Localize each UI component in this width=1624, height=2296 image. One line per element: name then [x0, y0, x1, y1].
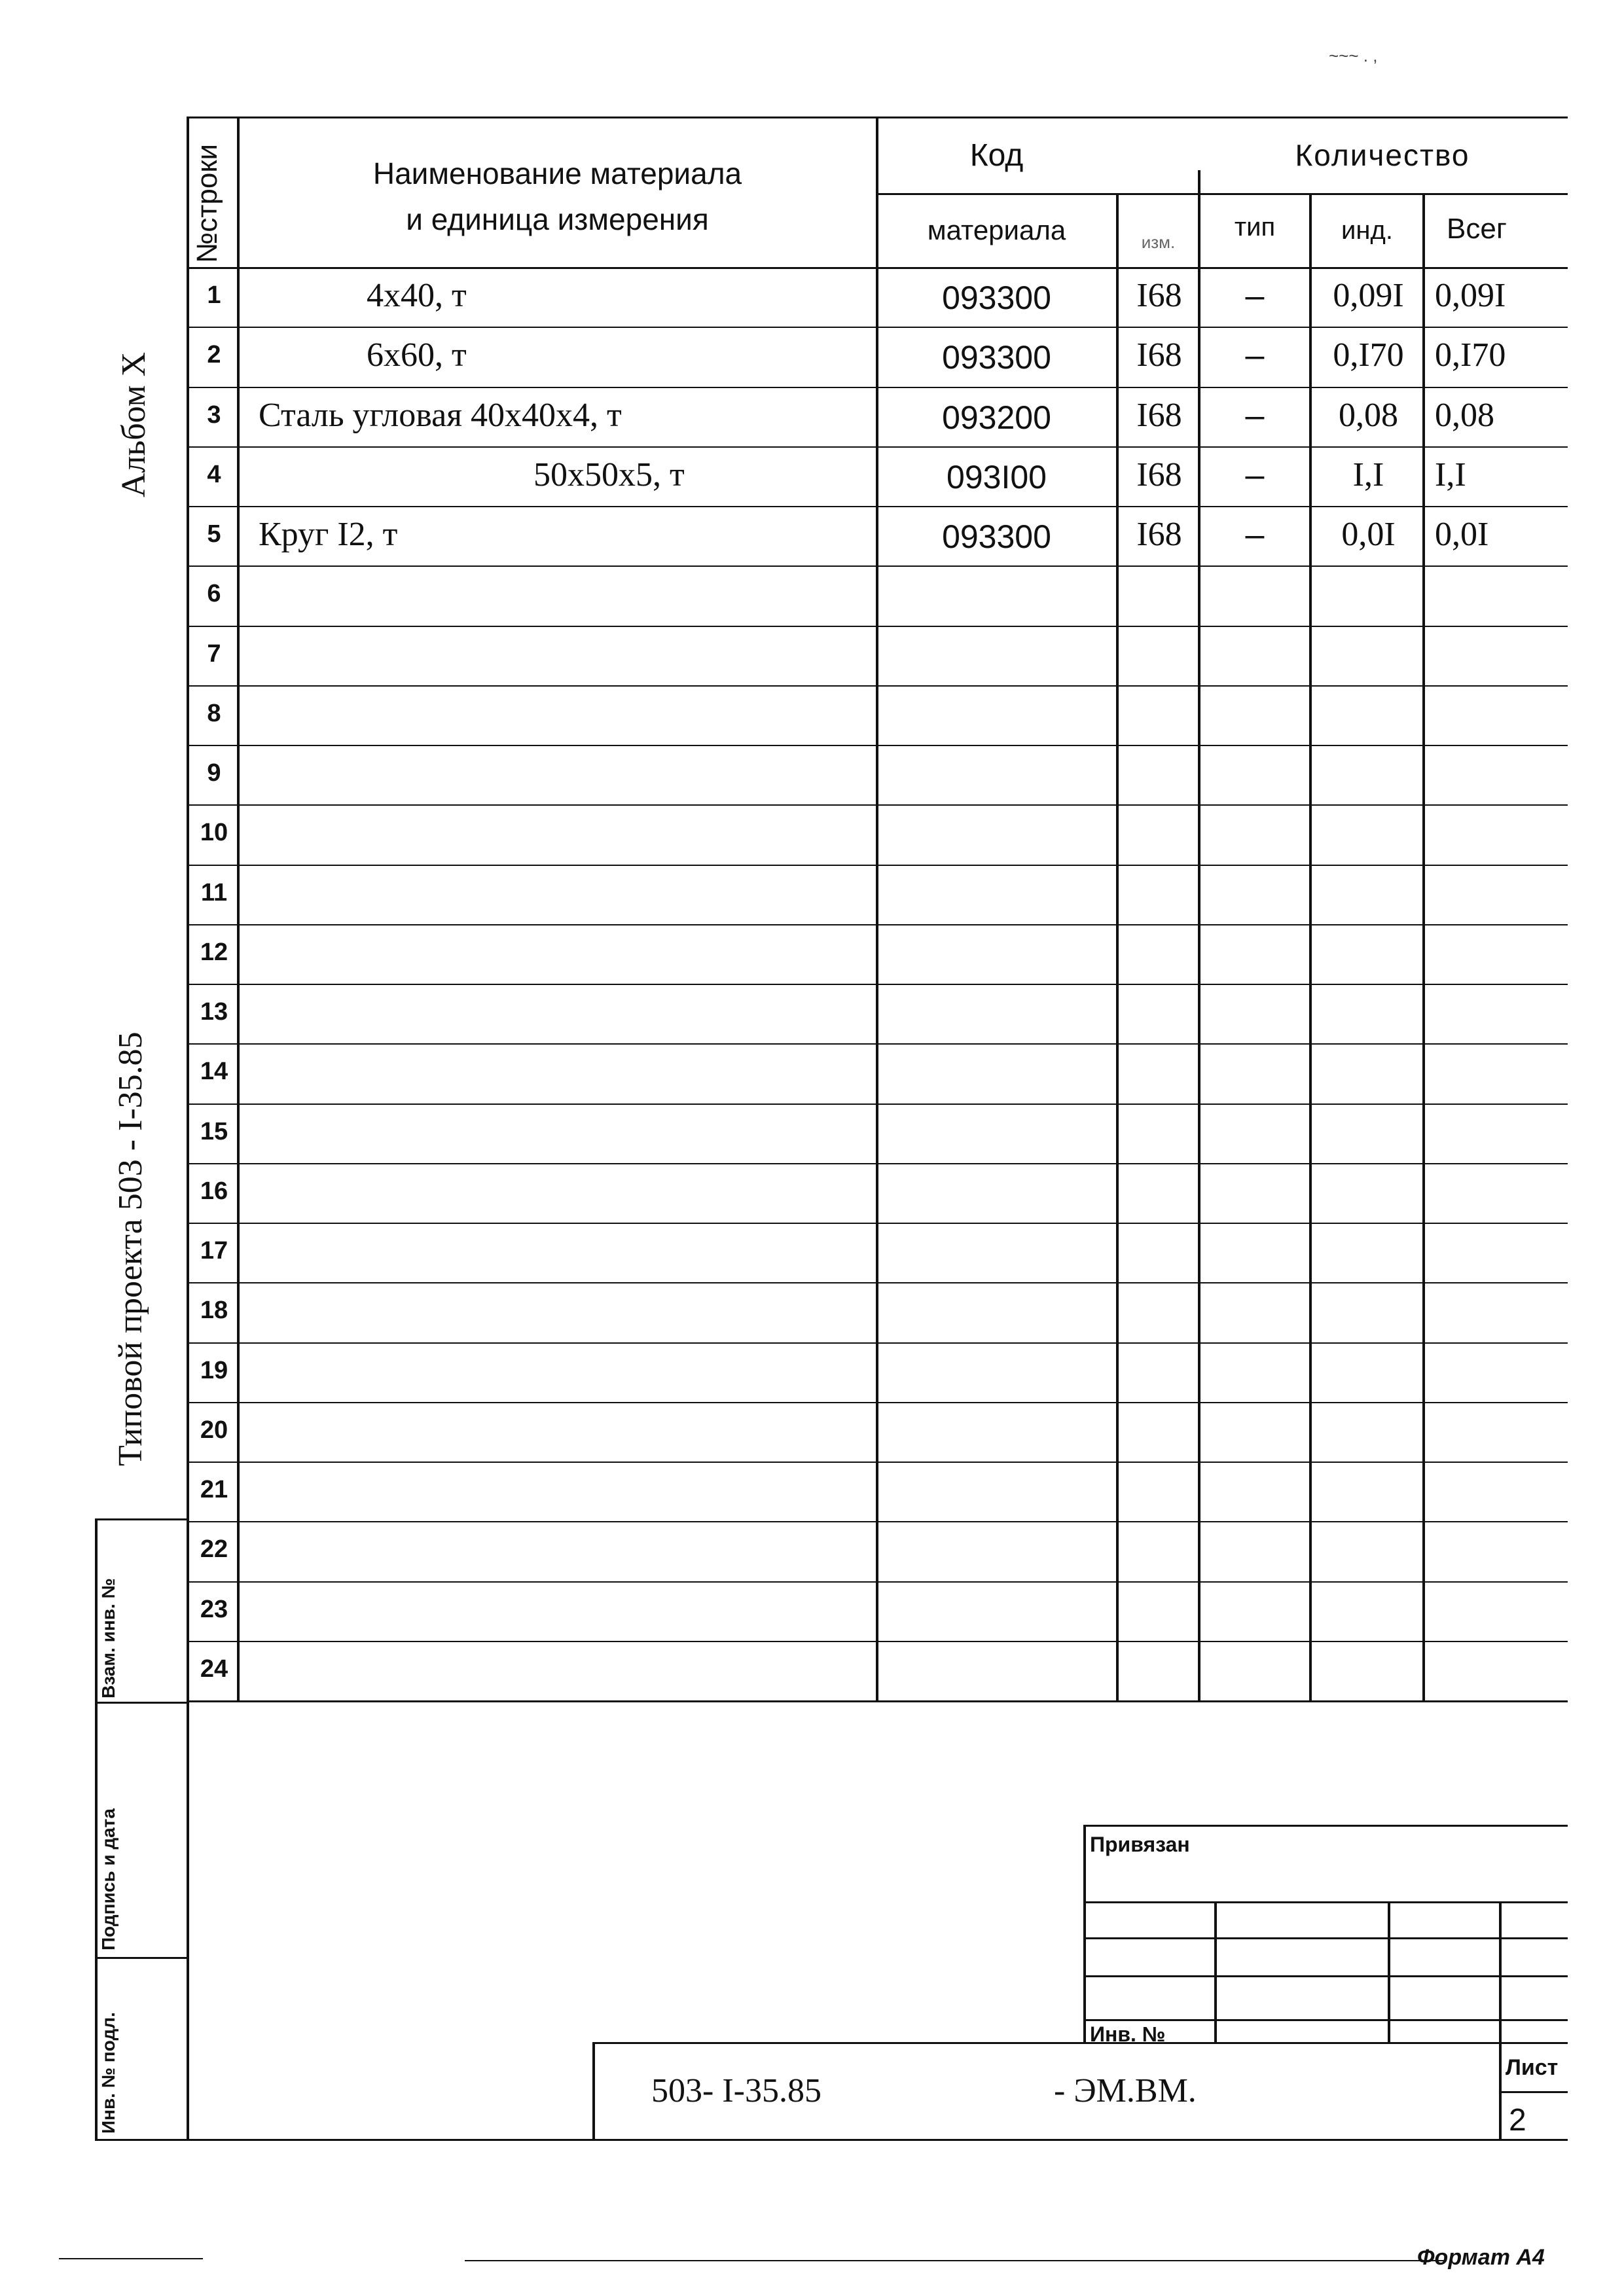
material-name: Сталь угловая 40х40х4, т [259, 397, 622, 434]
material-code: 093300 [942, 279, 1051, 316]
qty-ind-header: инд. [1341, 216, 1393, 245]
row-number: 10 [200, 819, 228, 846]
format-label: Формат А4 [1417, 2245, 1545, 2270]
row-divider [187, 626, 1568, 627]
unit-code: I68 [1136, 277, 1182, 314]
doc-suffix: - ЭМ.ВМ. [1054, 2072, 1197, 2109]
inv-no-label: Инв. № [1090, 2022, 1166, 2046]
row-number-header: №строки [191, 143, 223, 263]
row-number: 16 [200, 1177, 228, 1205]
unit-code: I68 [1136, 397, 1182, 434]
row-divider [187, 446, 1568, 448]
row-divider [187, 1342, 1568, 1344]
row-number: 18 [200, 1297, 228, 1324]
row-number: 2 [207, 341, 221, 368]
qty-ind: 0,I70 [1333, 336, 1404, 374]
unit-code: I68 [1136, 516, 1182, 553]
row-divider [187, 565, 1568, 567]
doc-code: 503- I-35.85 [651, 2072, 821, 2109]
row-divider [187, 1103, 1568, 1105]
row-number: 4 [207, 461, 221, 488]
row-divider [187, 1043, 1568, 1045]
unit-code: I68 [1136, 336, 1182, 374]
project-label: Типовой проекта 503 - I-35.85 [112, 1031, 149, 1466]
row-number: 1 [207, 281, 221, 309]
row-number: 13 [200, 998, 228, 1026]
material-code: 093I00 [947, 459, 1047, 495]
row-number: 9 [207, 759, 221, 787]
row-number: 7 [207, 640, 221, 668]
row-number: 21 [200, 1476, 228, 1503]
row-divider [187, 387, 1568, 388]
row-divider [187, 745, 1568, 746]
material-name: 4х40, т [367, 277, 467, 314]
qty-total: 0,08 [1435, 397, 1494, 434]
row-number: 14 [200, 1058, 228, 1085]
code-header: Код [969, 138, 1024, 173]
material-code: 093200 [942, 399, 1051, 436]
row-number: 5 [207, 520, 221, 548]
row-divider [187, 327, 1568, 328]
row-divider [187, 685, 1568, 687]
top-mark: ~~~ . , [1329, 46, 1378, 65]
row-divider [187, 1282, 1568, 1283]
album-label: Альбом Х [115, 351, 153, 497]
row-divider [187, 1402, 1568, 1403]
row-divider [187, 1581, 1568, 1583]
row-divider [187, 924, 1568, 925]
qty-type: – [1245, 277, 1265, 315]
qty-type: – [1245, 397, 1265, 435]
row-number: 11 [200, 879, 228, 906]
row-divider [187, 1521, 1568, 1522]
qty-total: 0,0I [1435, 516, 1489, 553]
qty-ind: 0,08 [1339, 397, 1398, 434]
row-divider [187, 1163, 1568, 1164]
privyazan-label: Привязан [1090, 1833, 1190, 1856]
name-header-line2: и единица измерения [406, 202, 709, 236]
qty-ind: 0,0I [1341, 516, 1396, 553]
qty-total: I,I [1435, 456, 1466, 493]
row-divider [187, 984, 1568, 985]
qty-type-header: тип [1234, 213, 1276, 242]
vzam-inv-label: Взам. инв. № [98, 1578, 118, 1698]
qty-ind: 0,09I [1333, 277, 1404, 314]
row-number: 23 [200, 1596, 228, 1623]
row-number: 6 [207, 580, 221, 607]
row-number: 3 [207, 401, 221, 429]
qty-type: – [1245, 456, 1265, 494]
inv-podl-label: Инв. № подл. [98, 2012, 118, 2134]
material-name: 50х50х5, т [533, 456, 685, 493]
row-number: 20 [200, 1416, 228, 1444]
row-divider [187, 1223, 1568, 1224]
material-name: Круг I2, т [259, 516, 398, 553]
qty-ind: I,I [1352, 456, 1384, 493]
qty-total: 0,I70 [1435, 336, 1506, 374]
material-code: 093300 [942, 339, 1051, 376]
row-number: 15 [200, 1118, 228, 1145]
row-number: 24 [200, 1655, 228, 1683]
quantity-header: Количество [1295, 138, 1470, 172]
row-divider [187, 865, 1568, 866]
qty-type: – [1245, 516, 1265, 554]
qty-total: 0,09I [1435, 277, 1506, 314]
row-divider [187, 1462, 1568, 1463]
qty-total-header: Всег [1447, 213, 1507, 245]
material-name: 6х60, т [367, 336, 467, 374]
sheet-label: Лист [1506, 2055, 1559, 2080]
row-number: 22 [200, 1535, 228, 1563]
row-number: 19 [200, 1357, 228, 1384]
row-number: 12 [200, 939, 228, 966]
row-divider [187, 1641, 1568, 1642]
podpis-data-label: Подпись и дата [98, 1808, 118, 1950]
row-divider [187, 506, 1568, 507]
row-number: 17 [200, 1237, 228, 1265]
row-number: 8 [207, 700, 221, 727]
material-code: 093300 [942, 518, 1051, 555]
sheet-number: 2 [1509, 2103, 1526, 2138]
code-material-header: материала [927, 215, 1066, 245]
qty-type: – [1245, 336, 1265, 374]
code-unit-header: изм. [1141, 232, 1176, 252]
unit-code: I68 [1136, 456, 1182, 493]
row-divider [187, 804, 1568, 806]
name-header: Наименование материала [372, 156, 742, 190]
